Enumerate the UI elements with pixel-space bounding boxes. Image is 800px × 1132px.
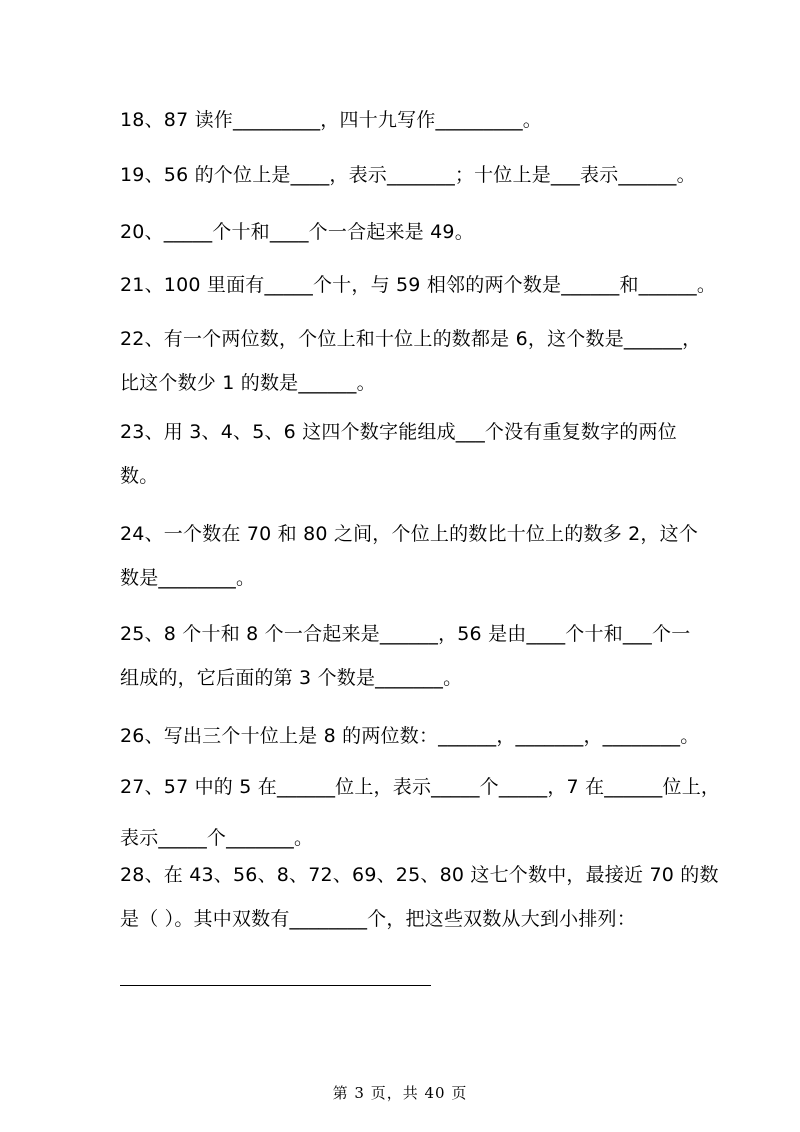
question-28-line-1: 28、在 43、56、8、72、69、25、80 这七个数中，最接近 70 的数 [120,864,719,886]
answer-blank-line [120,985,431,986]
question-23-line-2: 数。 [120,465,159,487]
question-25-line-2: 组成的，它后面的第 3 个数是_______。 [120,667,463,689]
page-footer: 第 3 页，共 40 页 [332,1084,468,1102]
question-22-line-2: 比这个数少 1 的数是______。 [120,372,376,394]
question-28-line-2: 是（ ）。其中双数有________个，把这些双数从大到小排列： [120,908,636,930]
question-24-line-2: 数是________。 [120,567,256,589]
question-25-line-1: 25、8 个十和 8 个一合起来是______，56 是由____个十和___个一 [120,623,691,645]
question-27-line-2: 表示_____个_______。 [120,827,314,849]
question-21: 21、100 里面有_____个十，与 59 相邻的两个数是______和______。 [120,274,717,296]
question-22-line-1: 22、有一个两位数，个位上和十位上的数都是 6，这个数是______， [120,328,702,350]
question-27-line-1: 27、57 中的 5 在______位上，表示_____个_____，7 在______位上， [120,776,721,798]
question-20: 20、_____个十和____个一合起来是 49。 [120,221,474,243]
question-23-line-1: 23、用 3、4、5、6 这四个数字能组成___个没有重复数字的两位 [120,421,677,443]
question-19: 19、56 的个位上是____，表示_______；十位上是___表示______。 [120,164,696,186]
question-24-line-1: 24、一个数在 70 和 80 之间，个位上的数比十位上的数多 2，这个 [120,523,699,545]
question-18: 18、87 读作_________，四十九写作_________。 [120,109,542,131]
question-26: 26、写出三个十位上是 8 的两位数：______，_______，________。 [120,725,700,747]
